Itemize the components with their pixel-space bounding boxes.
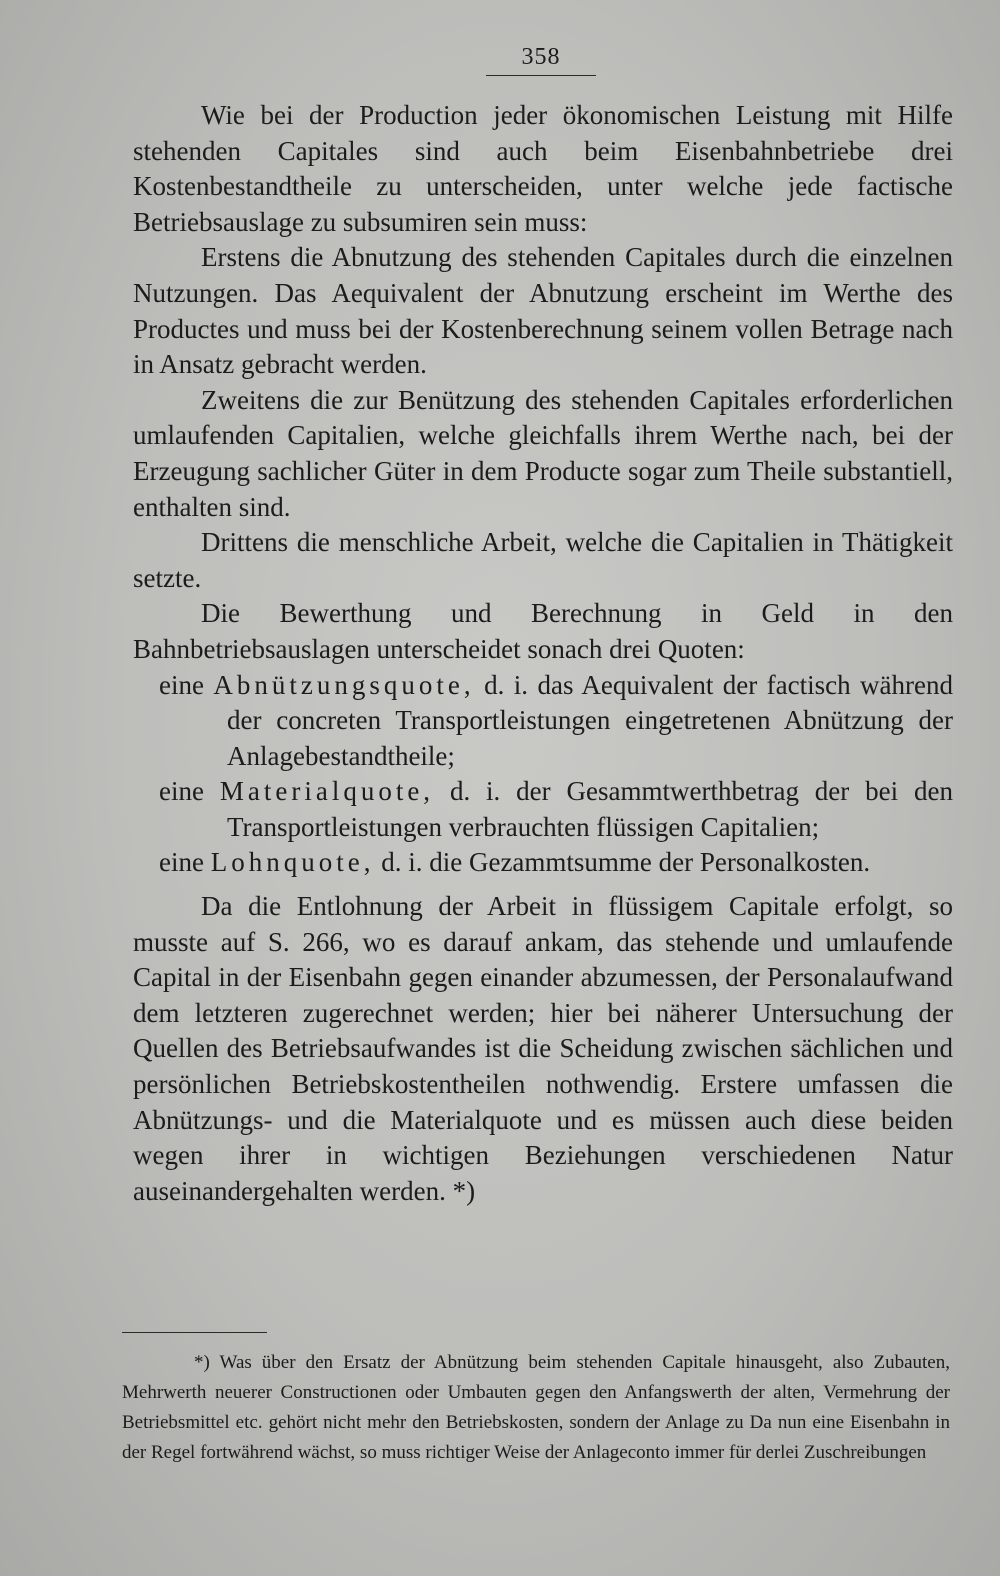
quota-definition: d. i. der Gesammtwerthbetrag der bei den Transportleistungen verbrauchten flüssigen Capitalien;: [227, 776, 953, 842]
quota-item-wages: [133, 845, 953, 881]
page-number: 358: [521, 44, 561, 70]
quota-prefix: eine: [159, 669, 204, 700]
quota-item-depreciation: [133, 668, 953, 775]
quota-term: Lohnquote,: [210, 847, 375, 878]
quota-prefix: eine: [159, 776, 204, 807]
quota-item-material: [133, 774, 953, 845]
main-text: [133, 98, 953, 1209]
footnote-separator: [122, 1332, 267, 1333]
quota-prefix: eine: [159, 847, 204, 878]
paragraph-second-cost: Zweitens die zur Benützung des stehenden Capitales erforderlichen umlaufenden Capitalien, welche gleichfalls ihrem Werthe nach, bei der Erzeugung sachlicher Güter in dem Producte sogar zum Theile substantiell, enthalten sind.: [133, 384, 953, 522]
paragraph-quotas-intro: Die Bewerthung und Berechnung in Geld in den Bahnbetriebsauslagen unterscheidet sonach drei Quoten:: [133, 598, 953, 664]
page-number-rule: [486, 75, 596, 76]
quota-term: Abnützungsquote,: [213, 669, 475, 700]
paragraph-first-cost: Erstens die Abnutzung des stehenden Capitales durch die einzelnen Nutzungen. Das Aequivalent der Abnutzung erscheint im Werthe des Productes und muss bei der Kostenberechnung seinem vollen Betrage nach in Ansatz gebracht werden.: [133, 242, 953, 380]
quota-definition: d. i. die Gezammtsumme der Personalkosten.: [381, 847, 871, 878]
footnote: *) Was über den Ersatz der Abnützung beim stehenden Capitale hinausgeht, also Zubauten, Mehrwerth neuerer Constructionen oder Umbauten gegen den Anfangswerth der alten, Vermehrung der Betriebsmittel etc. gehört nicht mehr den Betriebskosten, sondern der Anlage zu Da nun eine Eisenbahn in der Regel fortwährend wächst, so muss richtiger Weise der Anlageconto immer für derlei Zuschreibungen: [122, 1352, 950, 1463]
paragraph-third-cost: Drittens die menschliche Arbeit, welche die Capitalien in Thätigkeit setzte.: [133, 527, 953, 593]
quota-term: Materialquote,: [219, 776, 435, 807]
quota-definition: d. i. das Aequivalent der factisch während der concreten Transportleistungen eingetretenen Abnützung der Anlagebestandtheile;: [227, 669, 954, 771]
paragraph-conclusion: Da die Entlohnung der Arbeit in flüssigem Capitale erfolgt, so musste auf S. 266, wo es darauf ankam, das stehende und umlaufende Capital in der Eisenbahn gegen einander abzumessen, der Personalaufwand dem letzteren zugerechnet werden; hier bei näherer Untersuchung der Quellen des Betriebsaufwandes ist die Scheidung zwischen sächlichen und persönlichen Betriebskostentheilen nothwendig. Erstere umfassen die Abnützungs- und die Materialquote und es müssen auch diese beiden wegen ihrer in wichtigen Beziehungen verschiedenen Natur auseinandergehalten werden. *): [133, 891, 953, 1206]
paragraph-intro: Wie bei der Production jeder ökonomischen Leistung mit Hilfe stehenden Capitales sind auch beim Eisenbahnbetriebe drei Kostenbestandtheile zu unterscheiden, unter welche jede factische Betriebsauslage zu subsumiren sein muss:: [133, 100, 953, 237]
page-header: [486, 44, 596, 76]
